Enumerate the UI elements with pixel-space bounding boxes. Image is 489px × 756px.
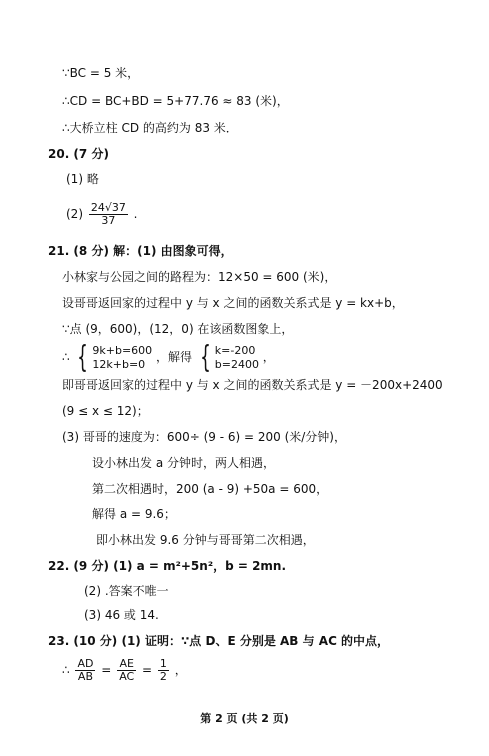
q21-function-setup: 设哥哥返回家的过程中 y 与 x 之间的函数关系式是 y = kx+b， [62, 296, 404, 310]
q21-meet-setup: 设小林出发 a 分钟时，两人相遇， [92, 456, 275, 470]
q20-part2 [66, 202, 138, 227]
system1-eq1: 9k+b=600 [92, 343, 153, 357]
left-brace-icon: { [77, 339, 89, 375]
q21-domain: (9 ≤ x ≤ 12)； [62, 404, 149, 418]
q21-solution: 解得 a = 9.6； [92, 507, 176, 521]
line-conclusion: ∴大桥立柱 CD 的高约为 83 米． [62, 121, 238, 135]
system1-eq2: 12k+b=0 [92, 357, 146, 371]
q20-part2-label: (2) [66, 207, 83, 221]
q21-points: ∵点 (9，600)，(12，0) 在该函数图象上， [62, 322, 294, 336]
q21-therefore: ∴ [62, 350, 70, 364]
system2-eq2: b=2400 [214, 357, 259, 371]
fraction-numerator: 1 [159, 657, 167, 670]
left-brace-icon: { [200, 339, 211, 375]
system2-eq1: k=-200 [214, 343, 256, 357]
fraction-one-half [158, 658, 169, 683]
q20-fraction-denominator: 37 [101, 214, 116, 227]
question-20-heading: 20. (7 分) [48, 147, 109, 161]
equals-sign: = [142, 663, 153, 677]
q21-second-meet: 第二次相遇时，200 (a - 9) +50a = 600， [92, 482, 329, 496]
question-22-heading: 22. (9 分) (1) a = m²+5n²，b = 2mn. [48, 559, 287, 573]
q21-part3-speed: (3) 哥哥的速度为：600÷ (9 - 6) = 200 (米/分钟)， [62, 430, 346, 444]
q23-therefore: ∴ [62, 663, 70, 677]
question-21-heading: 21. (8 分) 解：(1) 由图象可得， [48, 244, 233, 258]
q23-ratio [62, 656, 187, 684]
question-23-heading: 23. (10 分) (1) 证明：∵点 D、E 分别是 AB 与 AC 的中点， [48, 634, 390, 648]
q21-function-result: 即哥哥返回家的过程中 y 与 x 之间的函数关系式是 y = －200x+2400 [62, 378, 443, 392]
fraction-denominator: 2 [159, 670, 167, 683]
q20-part1: (1) 略 [66, 172, 99, 186]
fraction-denominator: AC [119, 670, 135, 683]
page-footer: 第 2 页 (共 2 页) [200, 712, 289, 725]
q21-solve-text: ，解得 [156, 350, 193, 364]
q22-part2: (2) .答案不唯一 [84, 584, 169, 598]
q20-part2-period: . [133, 207, 138, 221]
equation-system-2 [196, 339, 259, 375]
fraction-denominator: AB [77, 670, 93, 683]
fraction-ad-ab [75, 658, 95, 683]
fraction-ae-ac [117, 658, 136, 683]
q21-system [62, 339, 275, 375]
equals-sign: = [101, 663, 112, 677]
line-cd: ∴CD = BC+BD = 5+77.76 ≈ 83 (米)， [62, 94, 289, 108]
fraction-numerator: AE [117, 658, 136, 671]
fraction-numerator: AD [77, 657, 94, 670]
q21-conclusion: 即小林出发 9.6 分钟与哥哥第二次相遇， [96, 533, 315, 547]
q23-comma: ， [174, 663, 187, 677]
q22-part3: (3) 46 或 14. [84, 608, 159, 622]
q21-system-comma: ， [262, 350, 275, 364]
q21-distance: 小林家与公园之间的路程为：12×50 = 600 (米)， [62, 270, 337, 284]
q20-fraction-numerator: 24√37 [90, 201, 126, 214]
line-bc: ∵BC = 5 米， [62, 66, 140, 80]
q20-fraction [89, 202, 128, 227]
equation-system-1 [73, 339, 153, 375]
